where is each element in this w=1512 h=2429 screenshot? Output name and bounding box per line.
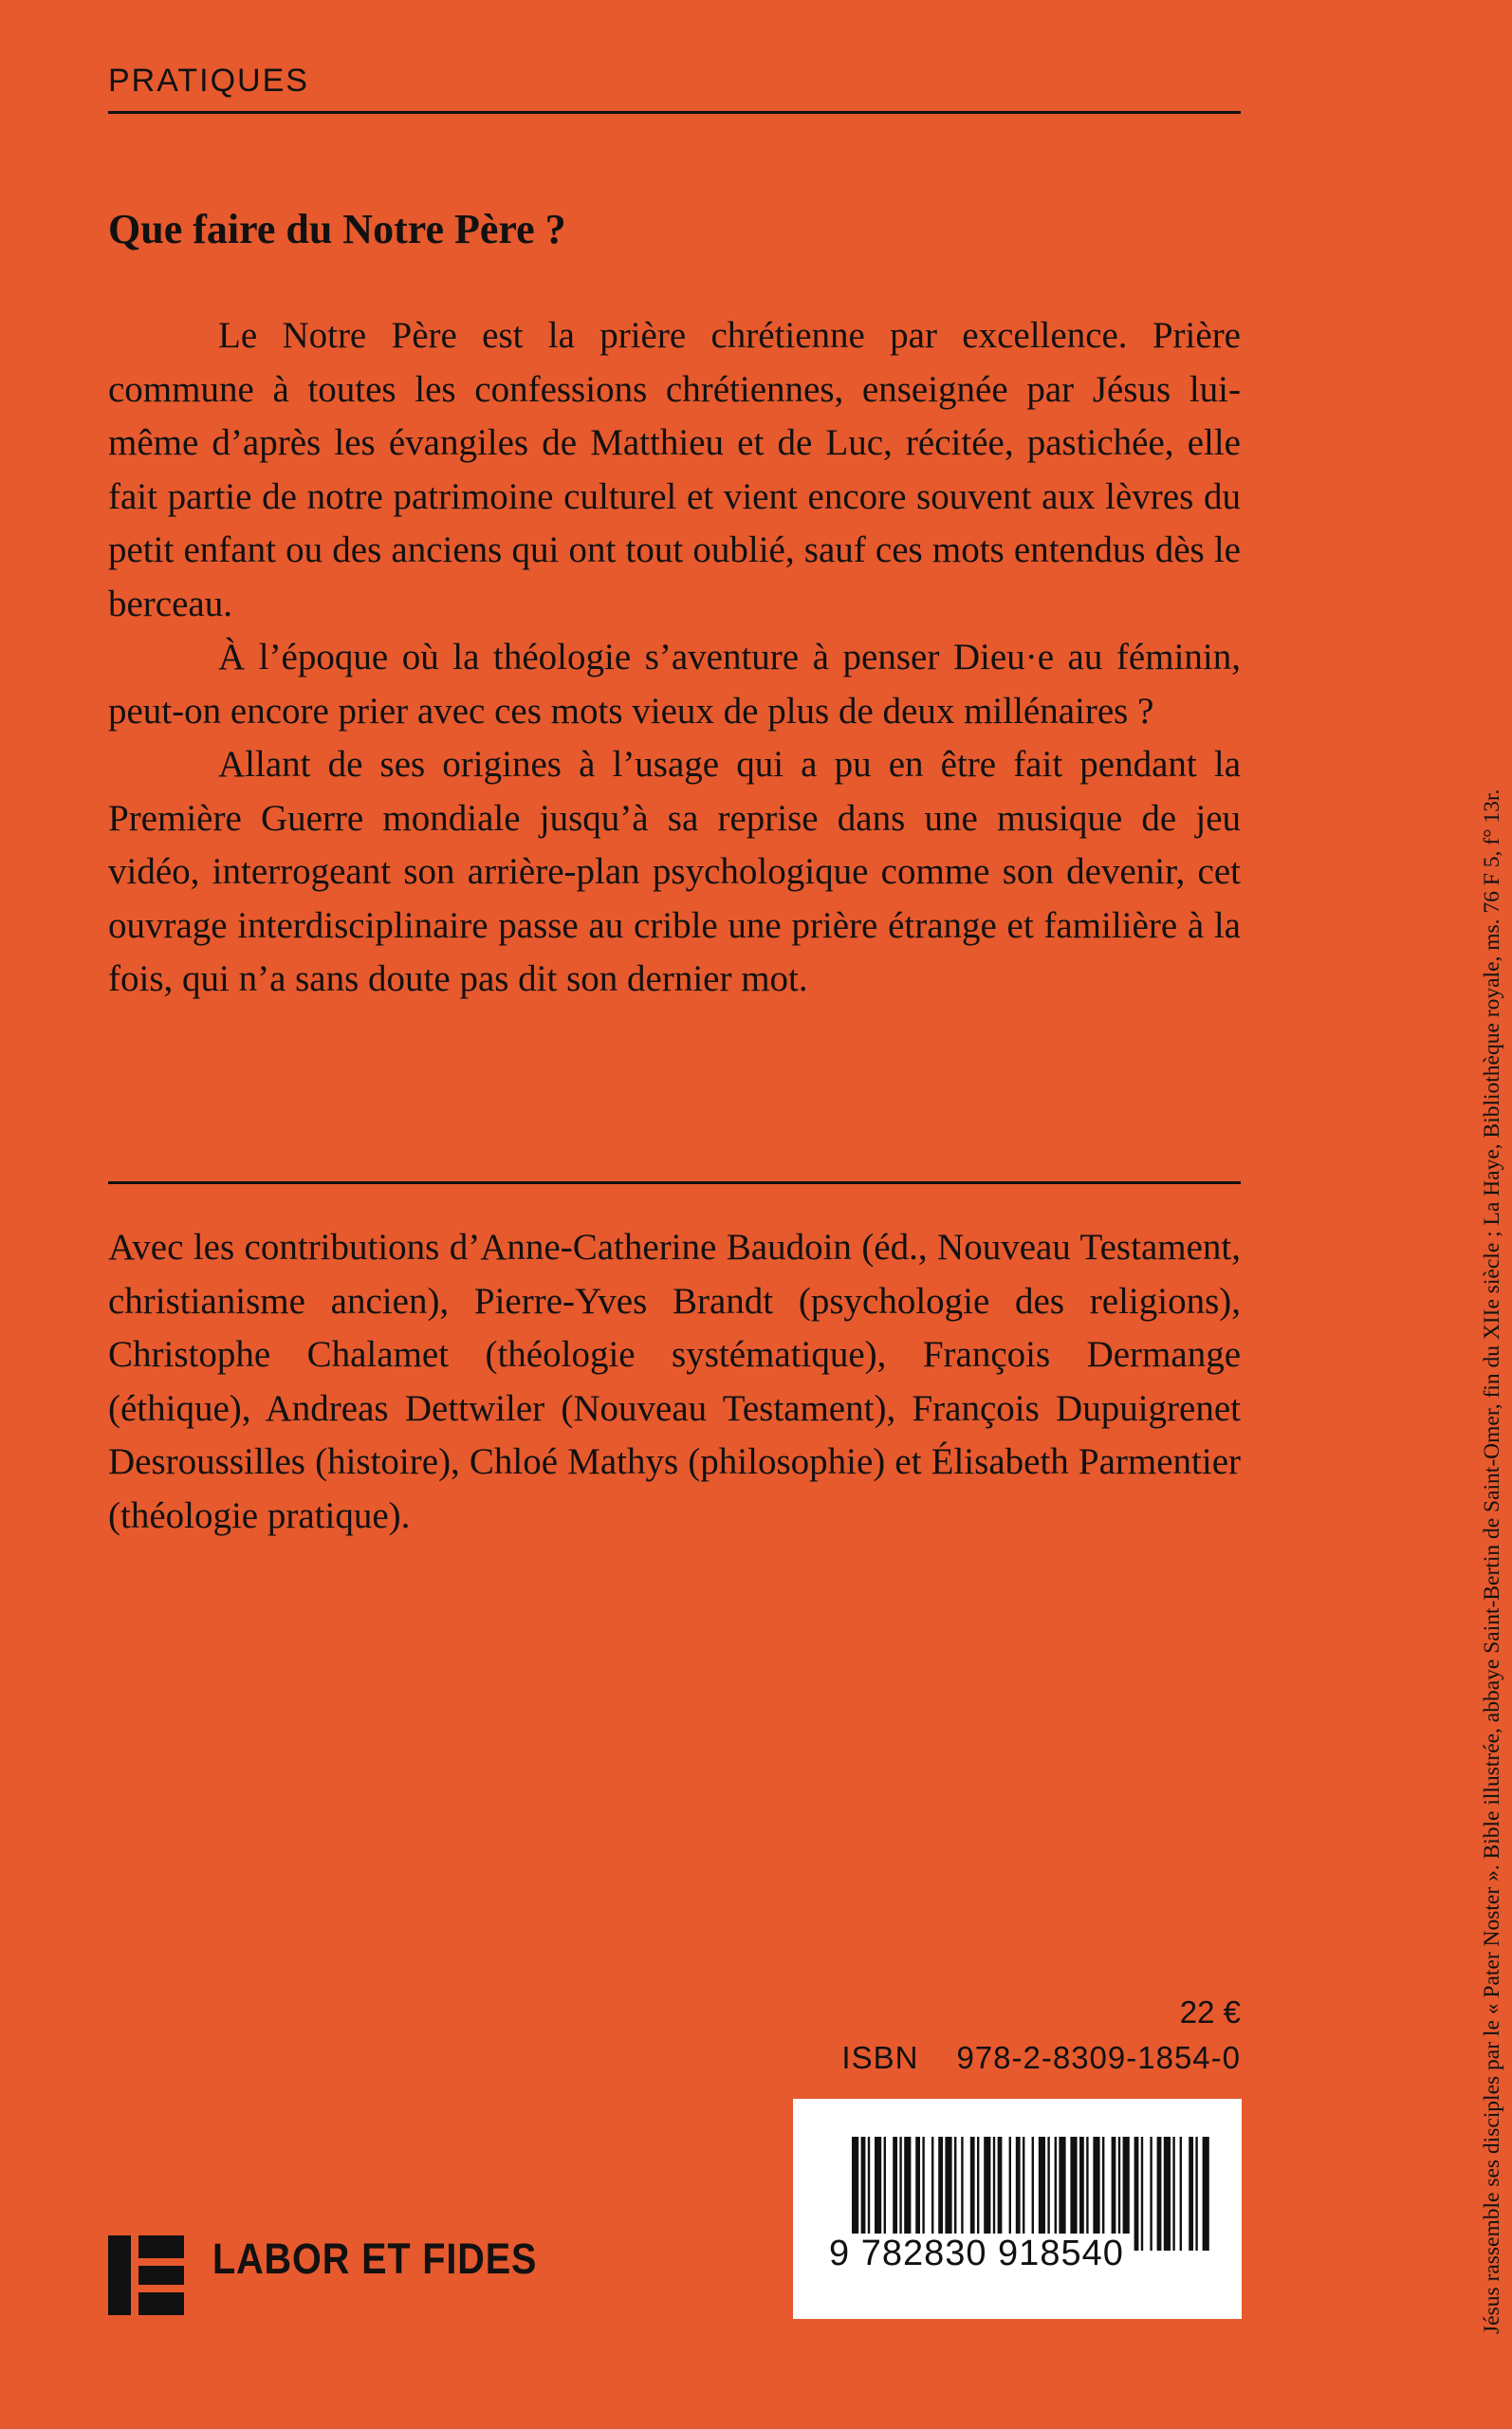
book-title: Que faire du Notre Père ? <box>108 206 566 252</box>
barcode-bar <box>1164 2137 1171 2251</box>
isbn-label: ISBN <box>841 2040 919 2075</box>
publisher-logo-icon <box>108 2235 184 2315</box>
blurb-paragraph-1: Le Notre Père est la prière chrétienne par excellence. Prière commune à toutes les confessions chrétiennes, enseignée par Jésus lui-même d’après les évangiles de Matthieu et de Luc, récitée, pastichée, elle fait partie de notre patrimoine culturel et vient encore souvent aux lèvres du petit enfant ou des anciens qui ont tout oublié, sauf ces mots entendus dès le berceau. <box>108 315 1241 624</box>
contributors-text: Avec les contributions d’Anne-Catherine Baudoin (éd., Nouveau Testament, christianisme ancien), Pierre-Yves Brandt (psychologie des religions), Christophe Chalamet (théologie systématique), François Dermange (éthique), Andreas Dettwiler (Nouveau Testament), François Dupuigrenet Desroussilles (histoire), Chloé Mathys (philosophie) et Élisabeth Parmentier (théologie pratique). <box>108 1227 1241 1536</box>
blurb <box>108 309 1241 1007</box>
price: 22 € <box>1179 1994 1241 2030</box>
barcode-bar <box>1150 2137 1152 2251</box>
barcode-bar <box>1172 2137 1174 2251</box>
barcode-bar <box>1195 2137 1197 2251</box>
barcode-bars <box>793 2099 1242 2319</box>
barcode-digits: 9 782830 918540 <box>823 2234 1130 2274</box>
isbn-number: 978-2-8309-1854-0 <box>956 2040 1241 2075</box>
barcode <box>793 2099 1242 2319</box>
barcode-bar <box>1180 2137 1182 2251</box>
barcode-bar <box>1203 2137 1209 2251</box>
middle-divider <box>108 1181 1241 1184</box>
top-divider <box>108 111 1241 114</box>
barcode-bar <box>1157 2137 1162 2251</box>
blurb-paragraph-3: Allant de ses origines à l’usage qui a pu en être fait pendant la Première Guerre mondiale jusqu’à sa reprise dans une musique de jeu vidéo, interrogeant son arrière-plan psychologique comme son devenir, cet ouvrage interdisciplinaire passe au crible une prière étrange et familière à la fois, qui n’a sans doute pas dit son dernier mot. <box>108 744 1241 999</box>
barcode-bar <box>1134 2137 1139 2251</box>
blurb-paragraph-2: À l’époque où la théologie s’aventure à penser Dieu·e au féminin, peut-on encore prier avec ces mots vieux de plus de deux millénaires ? <box>108 637 1241 732</box>
publisher-name: LABOR ET FIDES <box>212 2234 538 2283</box>
series-label: PRATIQUES <box>108 63 309 99</box>
barcode-bar <box>1189 2137 1193 2251</box>
isbn <box>841 2040 1241 2076</box>
barcode-bar <box>1141 2137 1143 2251</box>
image-credit: Jésus rassemble ses disciples par le « Pater Noster ». Bible illustrée, abbaye Saint-Bertin de Saint-Omer, fin du XIIe siècle ; La Haye, Bibliothèque royale, ms. 76 F 5, f° 13r. <box>1480 788 1504 2334</box>
